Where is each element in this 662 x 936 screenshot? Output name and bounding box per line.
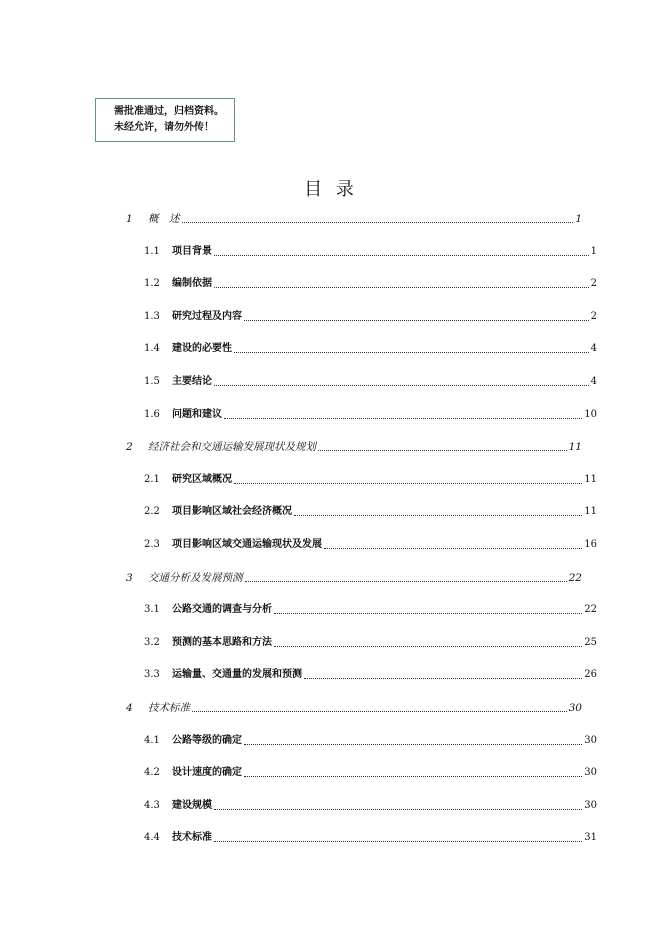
toc-leader-dots bbox=[214, 384, 589, 386]
toc-entry-number: 2.1 bbox=[144, 474, 160, 485]
toc-section-entry[interactable] bbox=[144, 505, 597, 519]
toc-entry-page-number: 2 bbox=[590, 278, 597, 289]
toc-entry-page-number: 1 bbox=[575, 213, 582, 225]
toc-entry-page-number: 16 bbox=[584, 539, 597, 550]
toc-leader-dots bbox=[192, 710, 567, 712]
toc-entry-page-number: 31 bbox=[584, 832, 597, 843]
toc-chapter-entry[interactable] bbox=[126, 440, 582, 454]
toc-entry-title: 概 述 bbox=[148, 213, 180, 225]
toc-entry-number: 3.1 bbox=[144, 604, 160, 615]
toc-entry-number: 1.5 bbox=[144, 376, 160, 387]
toc-section-entry[interactable] bbox=[144, 408, 597, 422]
toc-entry-page-number: 22 bbox=[584, 604, 597, 615]
toc-entry-title: 技术标准 bbox=[148, 702, 190, 714]
toc-section-entry[interactable] bbox=[144, 734, 597, 748]
toc-entry-number: 2.3 bbox=[144, 539, 160, 550]
toc-leader-dots bbox=[274, 645, 582, 647]
toc-entry-page-number: 26 bbox=[584, 669, 597, 680]
toc-entry-title: 经济社会和交通运输发展现状及规划 bbox=[148, 441, 316, 453]
toc-section-entry[interactable] bbox=[144, 831, 597, 845]
toc-entry-title: 研究过程及内容 bbox=[172, 311, 242, 322]
toc-entry-number: 4.3 bbox=[144, 800, 160, 811]
toc-entry-number: 4.4 bbox=[144, 832, 160, 843]
toc-entry-number: 1 bbox=[126, 213, 133, 225]
toc-entry-page-number: 2 bbox=[590, 311, 597, 322]
toc-leader-dots bbox=[244, 775, 582, 777]
toc-entry-page-number: 1 bbox=[590, 246, 597, 257]
toc-chapter-entry[interactable] bbox=[126, 701, 582, 715]
toc-leader-dots bbox=[182, 221, 574, 223]
toc-entry-number: 1.2 bbox=[144, 278, 160, 289]
toc-entry-page-number: 25 bbox=[584, 637, 597, 648]
toc-entry-title: 运输量、交通量的发展和预测 bbox=[172, 669, 302, 680]
toc-entry-page-number: 30 bbox=[568, 702, 582, 714]
toc-entry-number: 4 bbox=[126, 702, 133, 714]
toc-entry-title: 项目影响区域交通运输现状及发展 bbox=[172, 539, 322, 550]
toc-leader-dots bbox=[214, 254, 589, 256]
toc-entry-number: 3.2 bbox=[144, 637, 160, 648]
toc-entry-number: 1.4 bbox=[144, 343, 160, 354]
toc-entry-title: 编制依据 bbox=[172, 278, 212, 289]
toc-chapter-entry[interactable] bbox=[126, 212, 582, 226]
toc-leader-dots bbox=[294, 514, 582, 516]
toc-entry-page-number: 30 bbox=[584, 800, 597, 811]
toc-entry-number: 3 bbox=[126, 572, 133, 584]
toc-section-entry[interactable] bbox=[144, 342, 597, 356]
toc-leader-dots bbox=[274, 612, 582, 614]
notice-line-1: 需批准通过，归档资料。 bbox=[114, 106, 224, 117]
toc-entry-number: 2 bbox=[126, 441, 133, 453]
toc-entry-number: 4.1 bbox=[144, 735, 160, 746]
toc-entry-page-number: 22 bbox=[568, 572, 582, 584]
toc-leader-dots bbox=[324, 547, 582, 549]
toc-section-entry[interactable] bbox=[144, 538, 597, 552]
notice-line-2: 未经允许，请勿外传！ bbox=[114, 122, 214, 133]
toc-section-entry[interactable] bbox=[144, 799, 597, 813]
toc-leader-dots bbox=[214, 840, 582, 842]
toc-section-entry[interactable] bbox=[144, 636, 597, 650]
toc-leader-dots bbox=[245, 580, 567, 582]
toc-leader-dots bbox=[214, 808, 582, 810]
toc-entry-title: 交通分析及发展预测 bbox=[148, 572, 243, 584]
toc-entry-number: 1.3 bbox=[144, 311, 160, 322]
toc-section-entry[interactable] bbox=[144, 245, 597, 259]
toc-section-entry[interactable] bbox=[144, 375, 597, 389]
toc-section-entry[interactable] bbox=[144, 603, 597, 617]
toc-leader-dots bbox=[318, 449, 567, 451]
toc-entry-number: 1.1 bbox=[144, 246, 160, 257]
toc-section-entry[interactable] bbox=[144, 766, 597, 780]
toc-entry-page-number: 4 bbox=[590, 343, 597, 354]
toc-entry-title: 预测的基本思路和方法 bbox=[172, 637, 272, 648]
toc-entry-title: 项目背景 bbox=[172, 246, 212, 257]
toc-section-entry[interactable] bbox=[144, 668, 597, 682]
toc-entry-title: 建设的必要性 bbox=[172, 343, 232, 354]
toc-entry-title: 研究区域概况 bbox=[172, 474, 232, 485]
toc-entry-page-number: 4 bbox=[590, 376, 597, 387]
toc-leader-dots bbox=[304, 677, 582, 679]
toc-entry-title: 主要结论 bbox=[172, 376, 212, 387]
toc-chapter-entry[interactable] bbox=[126, 571, 582, 585]
toc-entry-page-number: 10 bbox=[584, 409, 597, 420]
toc-entry-page-number: 11 bbox=[584, 506, 597, 517]
toc-section-entry[interactable] bbox=[144, 310, 597, 324]
toc-entry-page-number: 11 bbox=[568, 441, 582, 453]
toc-entry-page-number: 30 bbox=[584, 767, 597, 778]
toc-entry-title: 设计速度的确定 bbox=[172, 767, 242, 778]
toc-leader-dots bbox=[244, 319, 589, 321]
toc-entry-title: 建设规模 bbox=[172, 800, 212, 811]
toc-entry-title: 项目影响区域社会经济概况 bbox=[172, 506, 292, 517]
toc-entry-number: 3.3 bbox=[144, 669, 160, 680]
toc-entry-title: 公路等级的确定 bbox=[172, 735, 242, 746]
toc-section-entry[interactable] bbox=[144, 277, 597, 291]
toc-leader-dots bbox=[234, 351, 589, 353]
toc-entry-page-number: 30 bbox=[584, 735, 597, 746]
toc-entry-number: 1.6 bbox=[144, 409, 160, 420]
toc-leader-dots bbox=[214, 286, 589, 288]
toc-section-entry[interactable] bbox=[144, 473, 597, 487]
toc-entry-number: 4.2 bbox=[144, 767, 160, 778]
toc-entry-number: 2.2 bbox=[144, 506, 160, 517]
toc-entry-title: 技术标准 bbox=[172, 832, 212, 843]
toc-title: 目 录 bbox=[304, 179, 358, 200]
toc-leader-dots bbox=[224, 417, 582, 419]
toc-entry-title: 问题和建议 bbox=[172, 409, 222, 420]
toc-entry-title: 公路交通的调查与分析 bbox=[172, 604, 272, 615]
toc-leader-dots bbox=[234, 482, 582, 484]
toc-entry-page-number: 11 bbox=[584, 474, 597, 485]
toc-leader-dots bbox=[244, 743, 582, 745]
